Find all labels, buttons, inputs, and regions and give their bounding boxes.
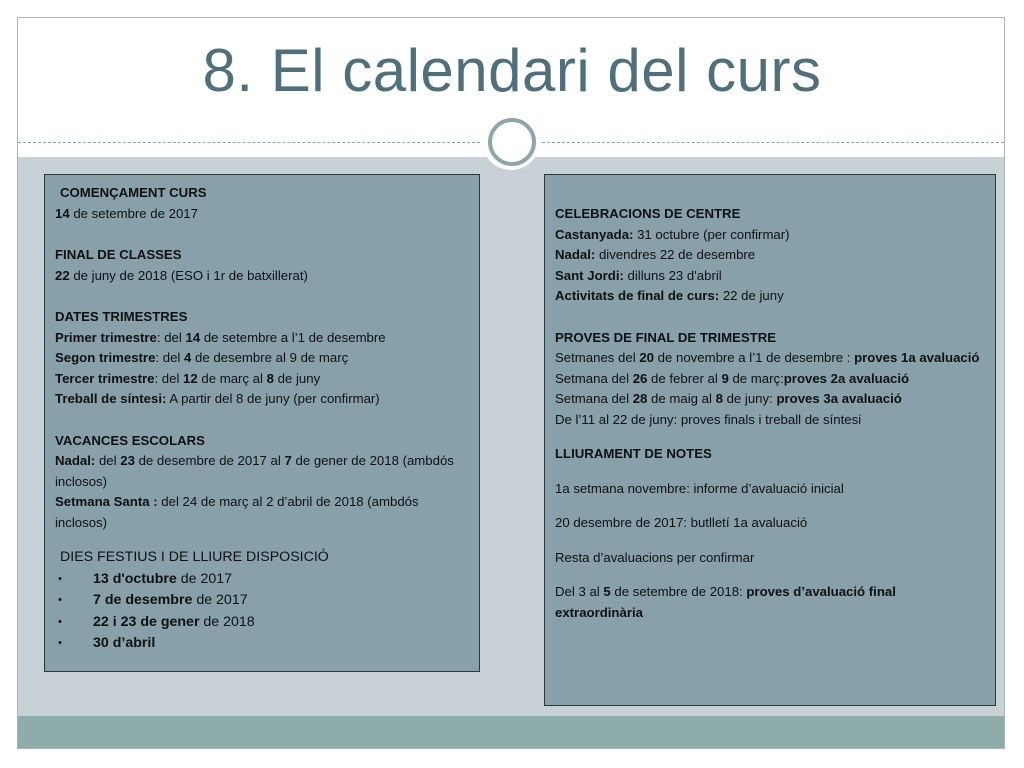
end-date: 22 de juny de 2018 (ESO i 1r de batxillerat) (55, 267, 308, 283)
circle-ornament-icon (488, 118, 536, 166)
slide-title: 8. El calendari del curs (202, 37, 822, 104)
term-3: Tercer trimestre: del 12 de març al 8 de juny (55, 370, 321, 386)
term-synthesis: Treball de síntesi: A partir del 8 de juny (per confirmar) (55, 391, 380, 406)
list-item: • 13 d'octubre de 2017 (55, 569, 469, 591)
term-2: Segon trimestre: del 4 de desembre al 9 de març (55, 350, 349, 365)
exam-3: Setmana del 28 de maig al 8 de juny: proves 3a avaluació (555, 391, 902, 406)
grade-2: 20 desembre de 2017: butlletí 1a avaluació (555, 515, 808, 530)
bottom-bar (18, 716, 1004, 748)
right-panel-calendar (544, 174, 996, 706)
holiday-easter: Setmana Santa : del 24 de març al 2 d’abril de 2018 (ambdós inclosos) (55, 494, 419, 530)
left-panel-calendar (44, 174, 480, 672)
holidays-heading: VACANCES ESCOLARS (55, 432, 205, 448)
list-item: • 22 i 23 de gener de 2018 (55, 612, 469, 634)
bullet-icon: • (58, 615, 62, 628)
grade-1: 1a setmana novembre: informe d’avaluació inicial (555, 480, 844, 496)
grades-heading: LLIURAMENT DE NOTES (555, 446, 712, 461)
exam-1: Setmanes del 20 de novembre a l’1 de desembre : proves 1a avaluació (555, 350, 980, 365)
list-item: • 7 de desembre de 2017 (55, 590, 469, 612)
festius-list (55, 569, 469, 655)
grade-4: Del 3 al 5 de setembre de 2018: proves d’avaluació final extraordinària (555, 584, 896, 620)
start-heading: COMENÇAMENT CURS (60, 185, 207, 200)
list-item: • 30 d’abril (55, 633, 469, 655)
start-date: 14 de setembre de 2017 (55, 205, 198, 221)
festius-heading: DIES FESTIUS I DE LLIURE DISPOSICIÓ (60, 549, 329, 565)
bullet-icon: • (58, 572, 62, 585)
grade-3: Resta d’avaluacions per confirmar (555, 549, 755, 565)
holiday-christmas: Nadal: del 23 de desembre de 2017 al 7 de gener de 2018 (ambdós inclosos) (55, 453, 454, 489)
celebration-end-activities: Activitats de final de curs: 22 de juny (555, 288, 784, 303)
celebrations-heading: CELEBRACIONS DE CENTRE (555, 206, 741, 221)
end-heading: FINAL DE CLASSES (55, 247, 182, 262)
terms-heading: DATES TRIMESTRES (55, 309, 188, 324)
celebration-castanyada: Castanyada: 31 octubre (per confirmar) (555, 226, 790, 242)
exam-4: De l’11 al 22 de juny: proves finals i treball de síntesi (555, 411, 862, 427)
exam-2: Setmana del 26 de febrer al 9 de març:proves 2a avaluació (555, 370, 910, 386)
term-1: Primer trimestre: del 14 de setembre a l’1 de desembre (55, 329, 386, 345)
celebration-nadal: Nadal: divendres 22 de desembre (555, 247, 756, 262)
celebration-sant-jordi: Sant Jordi: dilluns 23 d'abril (555, 267, 722, 283)
exams-heading: PROVES DE FINAL DE TRIMESTRE (555, 329, 777, 345)
bullet-icon: • (58, 594, 62, 607)
bullet-icon: • (58, 637, 62, 650)
